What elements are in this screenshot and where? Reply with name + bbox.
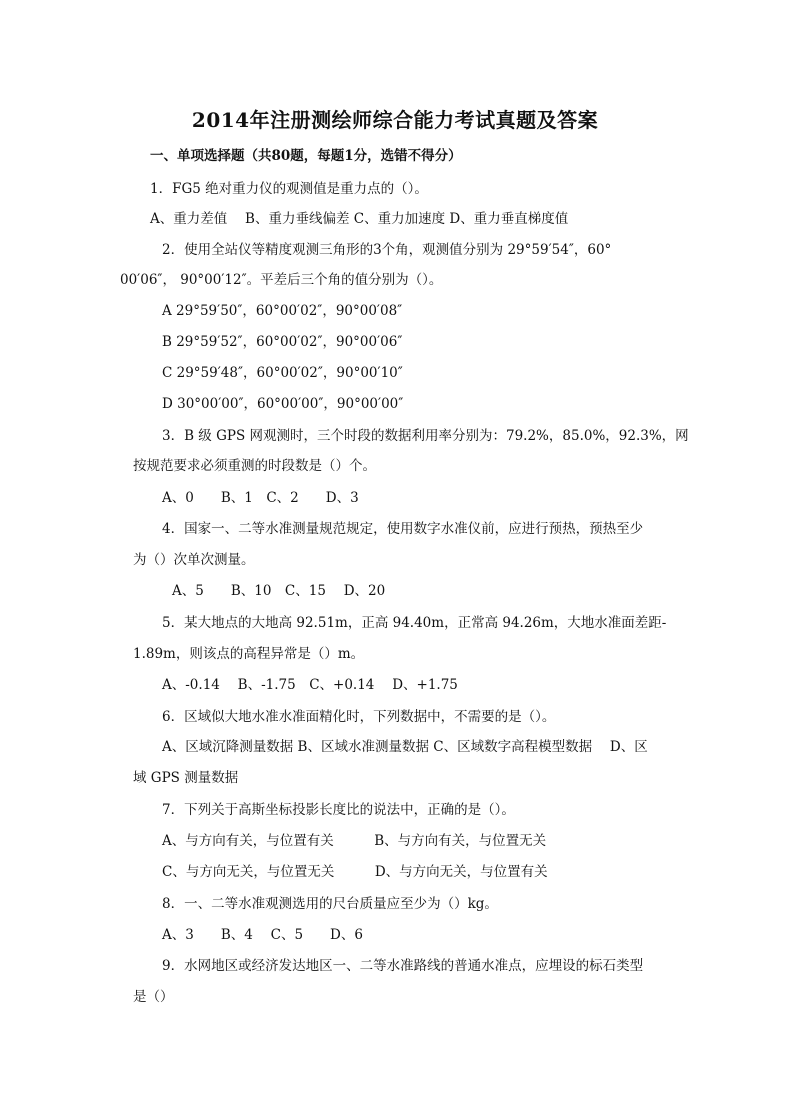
- question-5-options: A、-0.14 B、-1.75 C、+0.14 D、+1.75: [162, 677, 458, 693]
- question-2-option-a: A 29°59′50″，60°00′02″，90°00′08″: [162, 303, 403, 319]
- question-9-continued: 是（）: [133, 989, 174, 1005]
- question-6: 6．区域似大地水准水准面精化时，下列数据中，不需要的是（）。: [162, 709, 556, 725]
- question-2-option-b: B 29°59′52″，60°00′02″，90°00′06″: [162, 334, 403, 350]
- question-3-options: A、0 B、1 C、2 D、3: [162, 490, 359, 506]
- question-5: 5．某大地点的大地高 92.51m，正高 94.40m，正常高 94.26m，大地水准面差距-: [162, 615, 667, 631]
- question-8: 8．一、二等水准观测选用的尺台质量应至少为（）kg。: [162, 896, 498, 912]
- question-6-options: A、区域沉降测量数据 B、区域水准测量数据 C、区域数字高程模型数据 D、区: [162, 739, 648, 755]
- question-7: 7．下列关于高斯坐标投影长度比的说法中，正确的是（）。: [162, 802, 515, 818]
- document-title: 2014年注册测绘师综合能力考试真题及答案: [191, 108, 599, 132]
- question-2-option-c: C 29°59′48″，60°00′02″，90°00′10″: [162, 365, 403, 381]
- question-6-options-continued: 域 GPS 测量数据: [133, 770, 239, 786]
- question-4: 4．国家一、二等水准测量规范规定，使用数字水准仪前，应进行预热，预热至少: [162, 521, 644, 537]
- question-2-option-d: D 30°00′00″，60°00′00″，90°00′00″: [162, 396, 404, 412]
- question-8-options: A、3 B、4 C、5 D、6: [162, 927, 363, 943]
- question-5-continued: 1.89m，则该点的高程异常是（）m。: [133, 646, 365, 662]
- question-9: 9．水网地区或经济发达地区一、二等水准路线的普通水准点，应埋设的标石类型: [162, 958, 644, 974]
- question-3: 3．B 级 GPS 网观测时，三个时段的数据利用率分别为：79.2%，85.0%，92.3%，网: [162, 428, 689, 444]
- section-heading: 一、单项选择题（共80题，每题1分，选错不得分）: [150, 148, 462, 164]
- question-4-continued: 为（）次单次测量。: [133, 552, 255, 568]
- question-2-continued: 00′06″， 90°00′12″。平差后三个角的值分别为（）。: [120, 272, 443, 288]
- question-2: 2．使用全站仪等精度观测三角形的3个角，观测值分别为 29°59′54″，60°: [162, 242, 612, 258]
- question-7-options-cd: C、与方向无关，与位置无关 D、与方向无关，与位置有关: [162, 864, 548, 880]
- question-3-continued: 按规范要求必须重测的时段数是（）个。: [133, 458, 376, 474]
- question-4-options: A、5 B、10 C、15 D、20: [172, 583, 386, 599]
- question-1: 1．FG5 绝对重力仪的观测值是重力点的（）。: [150, 181, 428, 197]
- question-7-options-ab: A、与方向有关，与位置有关 B、与方向有关，与位置无关: [162, 833, 547, 849]
- question-1-options: A、重力差值 B、重力垂线偏差 C、重力加速度 D、重力垂直梯度值: [150, 211, 569, 227]
